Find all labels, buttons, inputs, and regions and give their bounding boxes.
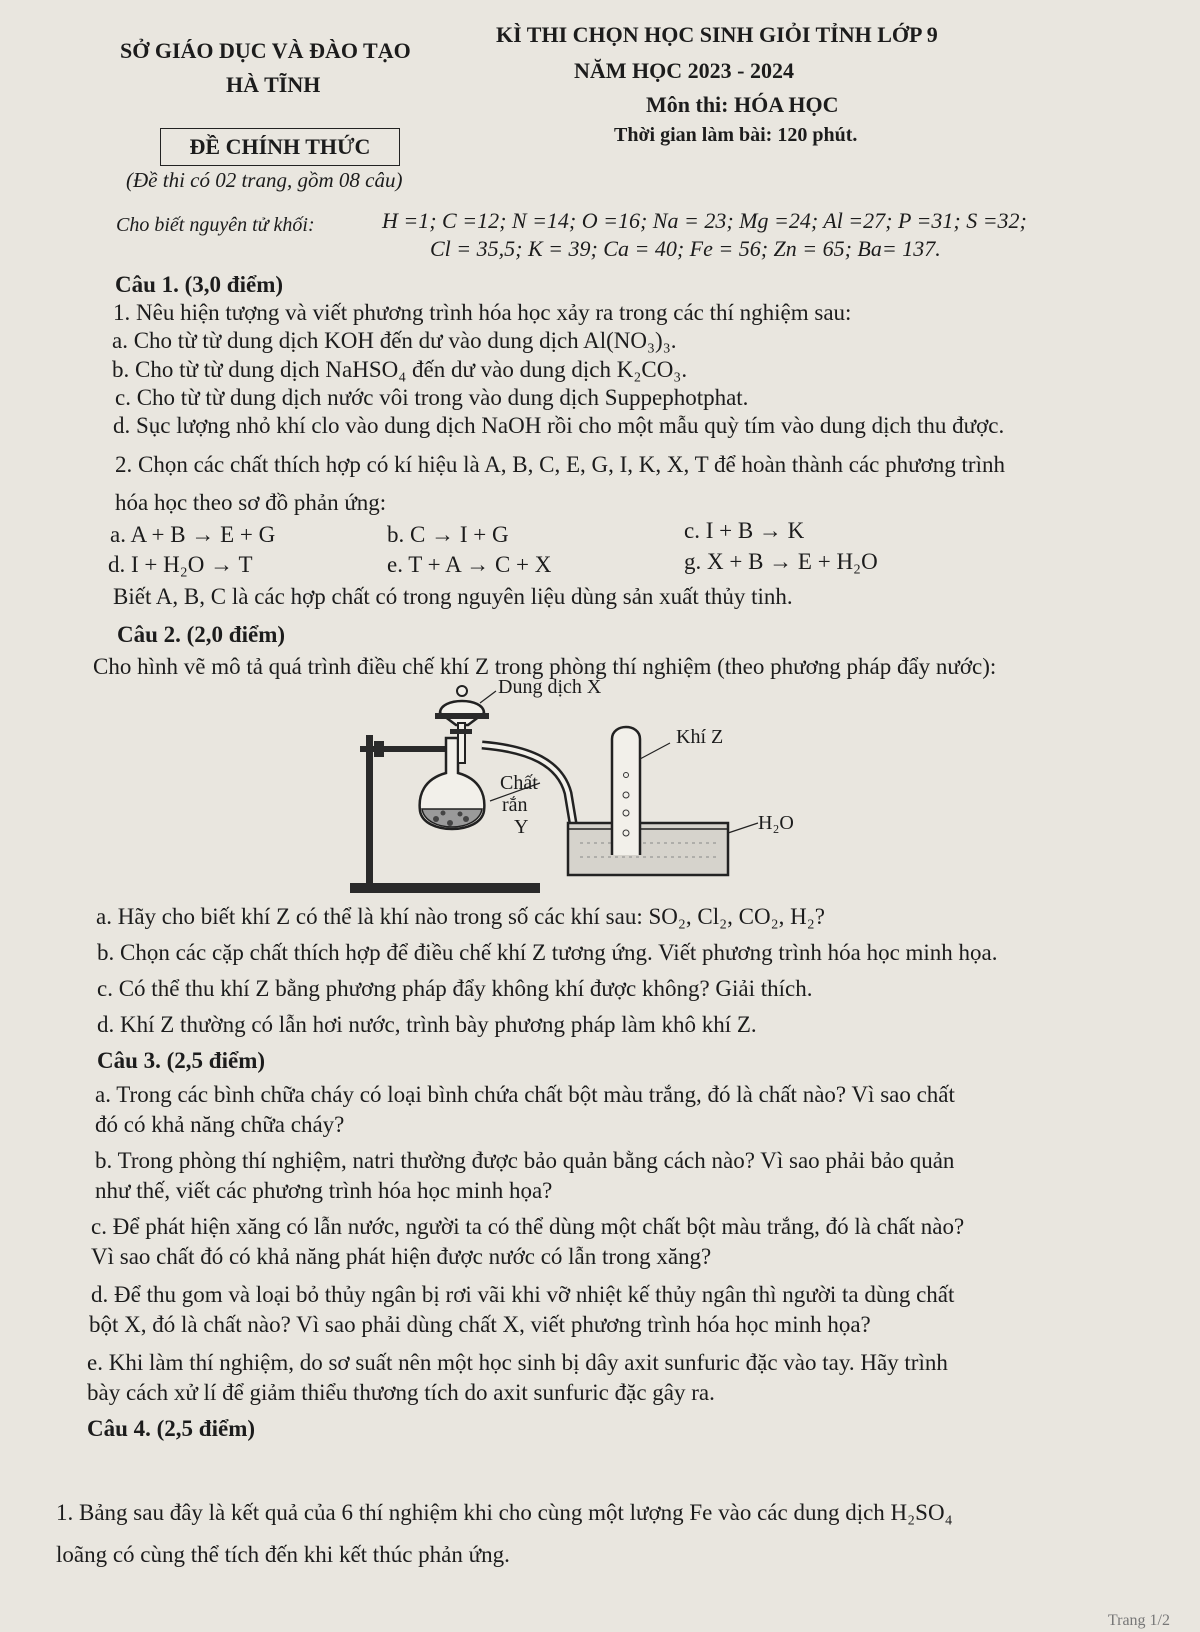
q1-b: b. Cho từ từ dung dịch NaHSO₄ đến dư vào dung dịch K₂CO₃. [112, 357, 688, 382]
q1-eq-d: d. I + H₂O → T [108, 552, 253, 577]
label-solution-x: Dung dịch X [498, 676, 602, 698]
q1-eq-e: e. T + A → C + X [387, 552, 552, 577]
q3-d-1: d. Để thu gom và loại bỏ thủy ngân bị rơi vãi khi vỡ nhiệt kế thủy ngân thì người ta dùng chất [91, 1282, 955, 1307]
q4-title: Câu 4. (2,5 điểm) [87, 1416, 256, 1441]
exam-note: (Đề thi có 02 trang, gồm 08 câu) [126, 168, 403, 192]
q3-e-1: e. Khi làm thí nghiệm, do sơ suất nên một học sinh bị dây axit sunfuric đặc vào tay. Hãy trình [87, 1350, 948, 1375]
q3-c-1: c. Để phát hiện xăng có lẫn nước, người ta có thể dùng một chất bột màu trắng, đó là chất nào? [91, 1214, 965, 1239]
exam-title: KÌ THI CHỌN HỌC SINH GIỎI TỈNH LỚP 9 [496, 22, 938, 47]
q2-c: c. Có thể thu khí Z bằng phương pháp đẩy không khí được không? Giải thích. [97, 976, 813, 1001]
water-trough [568, 823, 728, 875]
label-gas-z: Khí Z [676, 726, 724, 748]
q1-part2-line1: 2. Chọn các chất thích hợp có kí hiệu là A, B, C, E, G, I, K, X, T để hoàn thành các phương trình [115, 452, 1005, 477]
q1-c: c. Cho từ từ dung dịch nước vôi trong vào dung dịch Suppephotphat. [115, 385, 749, 410]
q3-a-1: a. Trong các bình chữa cháy có loại bình chứa chất bột màu trắng, đó là chất nào? Vì sao chất [95, 1082, 955, 1107]
official-exam-box [160, 128, 400, 166]
clamp-arm [360, 746, 446, 752]
stand-rod [366, 735, 373, 885]
time-limit: Thời gian làm bài: 120 phút. [614, 124, 858, 146]
label-solid-2: rắn [502, 794, 528, 816]
q2-d: d. Khí Z thường có lẫn hơi nước, trình bày phương pháp làm khô khí Z. [97, 1012, 757, 1037]
page-number: Trang 1/2 [1107, 1612, 1170, 1629]
q1-eq-g: g. X + B → E + H₂O [684, 549, 878, 574]
q3-title: Câu 3. (2,5 điểm) [97, 1048, 266, 1073]
q1-eq-a: a. A + B → E + G [110, 522, 276, 547]
q3-b-2: như thế, viết các phương trình hóa học minh họa? [95, 1178, 553, 1203]
q1-d: d. Sục lượng nhỏ khí clo vào dung dịch NaOH rồi cho một mẫu quỳ tím vào dung dịch thu được. [113, 413, 1005, 438]
official-label: ĐỀ CHÍNH THỨC [189, 134, 371, 159]
q4-part1-line2: loãng có cùng thể tích đến khi kết thúc phản ứng. [56, 1542, 510, 1567]
q1-eq-b: b. C → I + G [387, 522, 509, 547]
school-year: NĂM HỌC 2023 - 2024 [574, 58, 794, 83]
q1-part1: 1. Nêu hiện tượng và viết phương trình hóa học xảy ra trong các thí nghiệm sau: [113, 300, 852, 325]
q1-eq-c: c. I + B → K [684, 518, 805, 543]
province-name: HÀ TĨNH [226, 72, 321, 97]
department-name: SỞ GIÁO DỤC VÀ ĐÀO TẠO [120, 38, 411, 63]
atomic-line-2: Cl = 35,5; K = 39; Ca = 40; Fe = 56; Zn = 65; Ba= 137. [430, 236, 941, 261]
subject: Môn thi: HÓA HỌC [646, 92, 839, 117]
label-water: H₂O [758, 812, 794, 834]
q3-b-1: b. Trong phòng thí nghiệm, natri thường được bảo quản bằng cách nào? Vì sao phải bảo quản [95, 1148, 955, 1173]
q2-title: Câu 2. (2,0 điểm) [117, 622, 286, 647]
gas-test-tube [612, 727, 640, 855]
q1-note: Biết A, B, C là các hợp chất có trong nguyên liệu dùng sản xuất thủy tinh. [113, 584, 793, 609]
q3-d-2: bột X, đó là chất nào? Vì sao phải dùng chất X, viết phương trình hóa học minh họa? [89, 1312, 871, 1337]
q1-a: a. Cho từ từ dung dịch KOH đến dư vào dung dịch Al(NO₃)₃. [112, 328, 677, 353]
q1-title: Câu 1. (3,0 điểm) [115, 272, 284, 297]
q4-part1-line1: 1. Bảng sau đây là kết quả của 6 thí nghiệm khi cho cùng một lượng Fe vào các dung dịch H₂SO₄ [56, 1500, 953, 1525]
q2-intro: Cho hình vẽ mô tả quá trình điều chế khí Z trong phòng thí nghiệm (theo phương pháp đẩy nước): [93, 654, 997, 679]
q2-b: b. Chọn các cặp chất thích hợp để điều chế khí Z tương ứng. Viết phương trình hóa học minh họa. [97, 940, 998, 965]
q1-part2-line2: hóa học theo sơ đồ phản ứng: [115, 490, 387, 515]
apparatus-figure [340, 683, 860, 915]
q2-a: a. Hãy cho biết khí Z có thể là khí nào trong số các khí sau: SO₂, Cl₂, CO₂, H₂? [96, 904, 825, 929]
q3-c-2: Vì sao chất đó có khả năng phát hiện được nước có lẫn trong xăng? [91, 1244, 712, 1269]
atomic-label: Cho biết nguyên tử khối: [116, 214, 315, 236]
atomic-line-1: H =1; C =12; N =14; O =16; Na = 23; Mg =24; Al =27; P =31; S =32; [382, 208, 1027, 233]
stand-base [350, 883, 540, 893]
q3-e-2: bày cách xử lí để giảm thiểu thương tích do axit sunfuric đặc gây ra. [87, 1380, 715, 1405]
label-solid-3: Y [514, 816, 529, 838]
q3-a-2: đó có khả năng chữa cháy? [95, 1112, 345, 1137]
label-solid-1: Chất [500, 772, 538, 794]
